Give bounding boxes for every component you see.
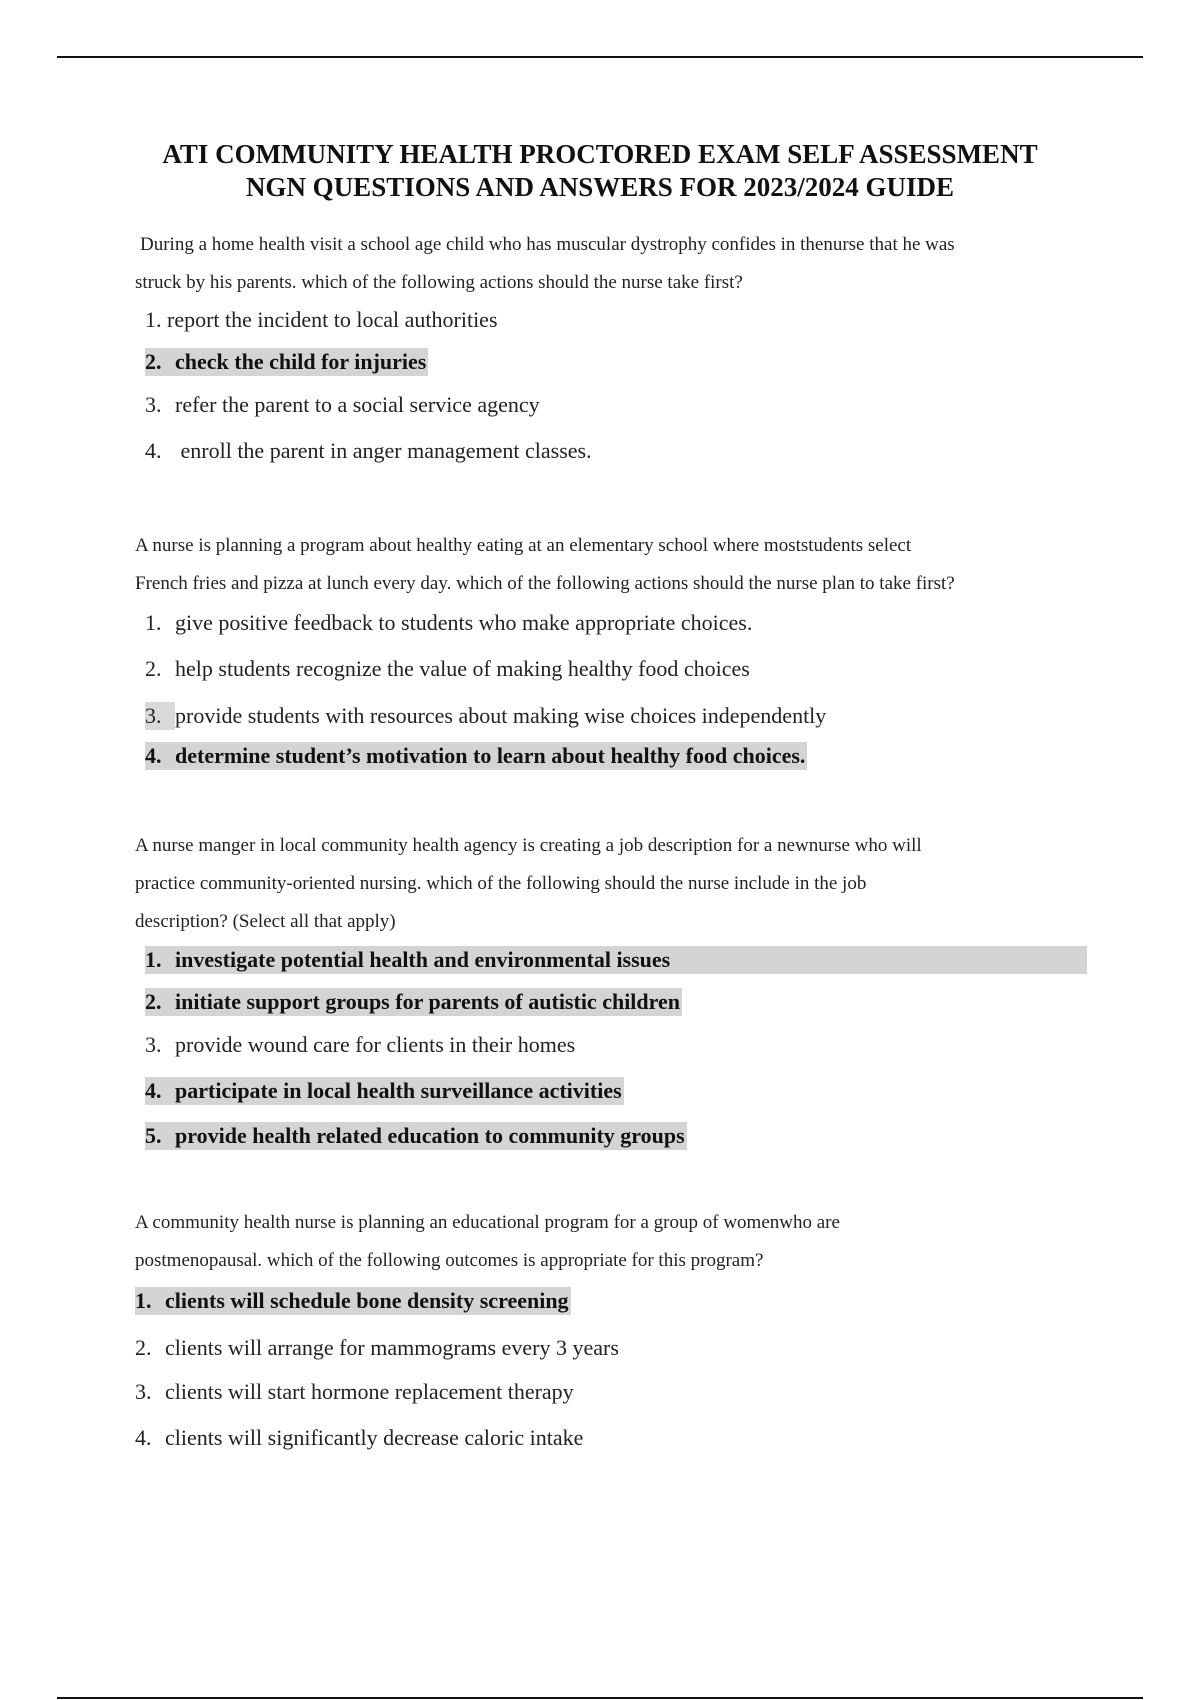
question-2-option-1 [145, 609, 752, 637]
question-3-stem-line: A nurse manger in local community health agency is creating a job description for a newnurse who will [135, 835, 922, 856]
option-text: participate in local health surveillance activities [175, 1078, 622, 1103]
question-2-stem-line: A nurse is planning a program about healthy eating at an elementary school where moststudents select [135, 535, 912, 556]
question-1-stem-line: During a home health visit a school age child who has muscular dystrophy confides in thenurse that he was [140, 234, 955, 255]
question-4-option-2 [135, 1334, 619, 1362]
option-text: determine student’s motivation to learn about healthy food choices. [175, 743, 806, 768]
option-number: 3. [145, 392, 162, 417]
question-3-stem-line: description? (Select all that apply) [135, 911, 396, 932]
bottom-rule [57, 1697, 1143, 1699]
option-number: 2. [135, 1335, 152, 1360]
option-number: 4. [145, 1078, 162, 1103]
question-1-option-4 [145, 437, 592, 465]
question-1-option-3 [145, 391, 540, 419]
question-4-stem-line: A community health nurse is planning an educational program for a group of womenwho are [135, 1212, 840, 1233]
option-number: 2. [145, 989, 162, 1014]
question-3-stem [135, 827, 1095, 941]
option-number: 3. [145, 702, 175, 730]
question-3-option-3 [145, 1031, 575, 1059]
option-text: refer the parent to a social service agency [175, 392, 540, 417]
question-3-option-5-answer [145, 1122, 687, 1150]
question-1-option-1 [145, 306, 498, 334]
option-number: 2. [145, 656, 162, 681]
option-text: initiate support groups for parents of autistic children [175, 989, 681, 1014]
option-text: enroll the parent in anger management classes. [175, 438, 592, 463]
option-number: 2. [145, 349, 162, 374]
question-3-option-2-answer [145, 988, 682, 1016]
option-text: clients will schedule bone density screening [165, 1288, 569, 1313]
option-number: 1. [145, 307, 162, 332]
option-number: 4. [135, 1425, 152, 1450]
option-number: 3. [145, 1032, 162, 1057]
option-number: 5. [145, 1123, 162, 1148]
option-number: 3. [135, 1379, 152, 1404]
option-text: help students recognize the value of making healthy food choices [175, 656, 750, 681]
question-1-stem-line: struck by his parents. which of the following actions should the nurse take first? [135, 272, 743, 293]
title-line-2: NGN QUESTIONS AND ANSWERS FOR 2023/2024 GUIDE [245, 172, 955, 202]
page-title [100, 138, 1100, 204]
question-4-stem-line: postmenopausal. which of the following outcomes is appropriate for this program? [135, 1250, 764, 1271]
option-number: 4. [145, 743, 162, 768]
option-number: 4. [145, 438, 162, 463]
option-text: clients will start hormone replacement therapy [165, 1379, 574, 1404]
option-text: investigate potential health and environmental issues [175, 947, 671, 972]
option-text: provide students with resources about making wise choices independently [175, 703, 827, 728]
question-3-option-4-answer [145, 1077, 624, 1105]
option-number: 1. [145, 947, 162, 972]
option-text: check the child for injuries [175, 349, 427, 374]
question-2-stem [135, 527, 1095, 603]
option-number: 1. [135, 1288, 152, 1313]
top-rule [57, 56, 1143, 58]
title-line-1: ATI COMMUNITY HEALTH PROCTORED EXAM SELF ASSESSMENT [162, 139, 1038, 169]
question-4-option-1-answer [135, 1287, 571, 1315]
option-text: provide health related education to community groups [175, 1123, 685, 1148]
question-4-stem [135, 1204, 1095, 1280]
question-2-option-3 [145, 702, 826, 730]
question-4-option-4 [135, 1424, 583, 1452]
question-2-option-2 [145, 655, 750, 683]
question-3-stem-line: practice community-oriented nursing. which of the following should the nurse include in the job [135, 873, 867, 894]
option-text: provide wound care for clients in their homes [175, 1032, 576, 1057]
option-text: clients will arrange for mammograms every 3 years [165, 1335, 619, 1360]
question-1-option-2-answer [145, 348, 428, 376]
option-number: 1. [145, 610, 162, 635]
question-1-stem [135, 226, 1095, 302]
question-4-option-3 [135, 1378, 574, 1406]
option-text: report the incident to local authorities [167, 307, 498, 332]
question-3-option-1-answer [145, 946, 1087, 974]
option-text: clients will significantly decrease caloric intake [165, 1425, 584, 1450]
question-2-stem-line: French fries and pizza at lunch every day. which of the following actions should the nurse plan to take first? [135, 573, 955, 594]
option-text: give positive feedback to students who make appropriate choices. [175, 610, 753, 635]
question-2-option-4-answer [145, 742, 807, 770]
